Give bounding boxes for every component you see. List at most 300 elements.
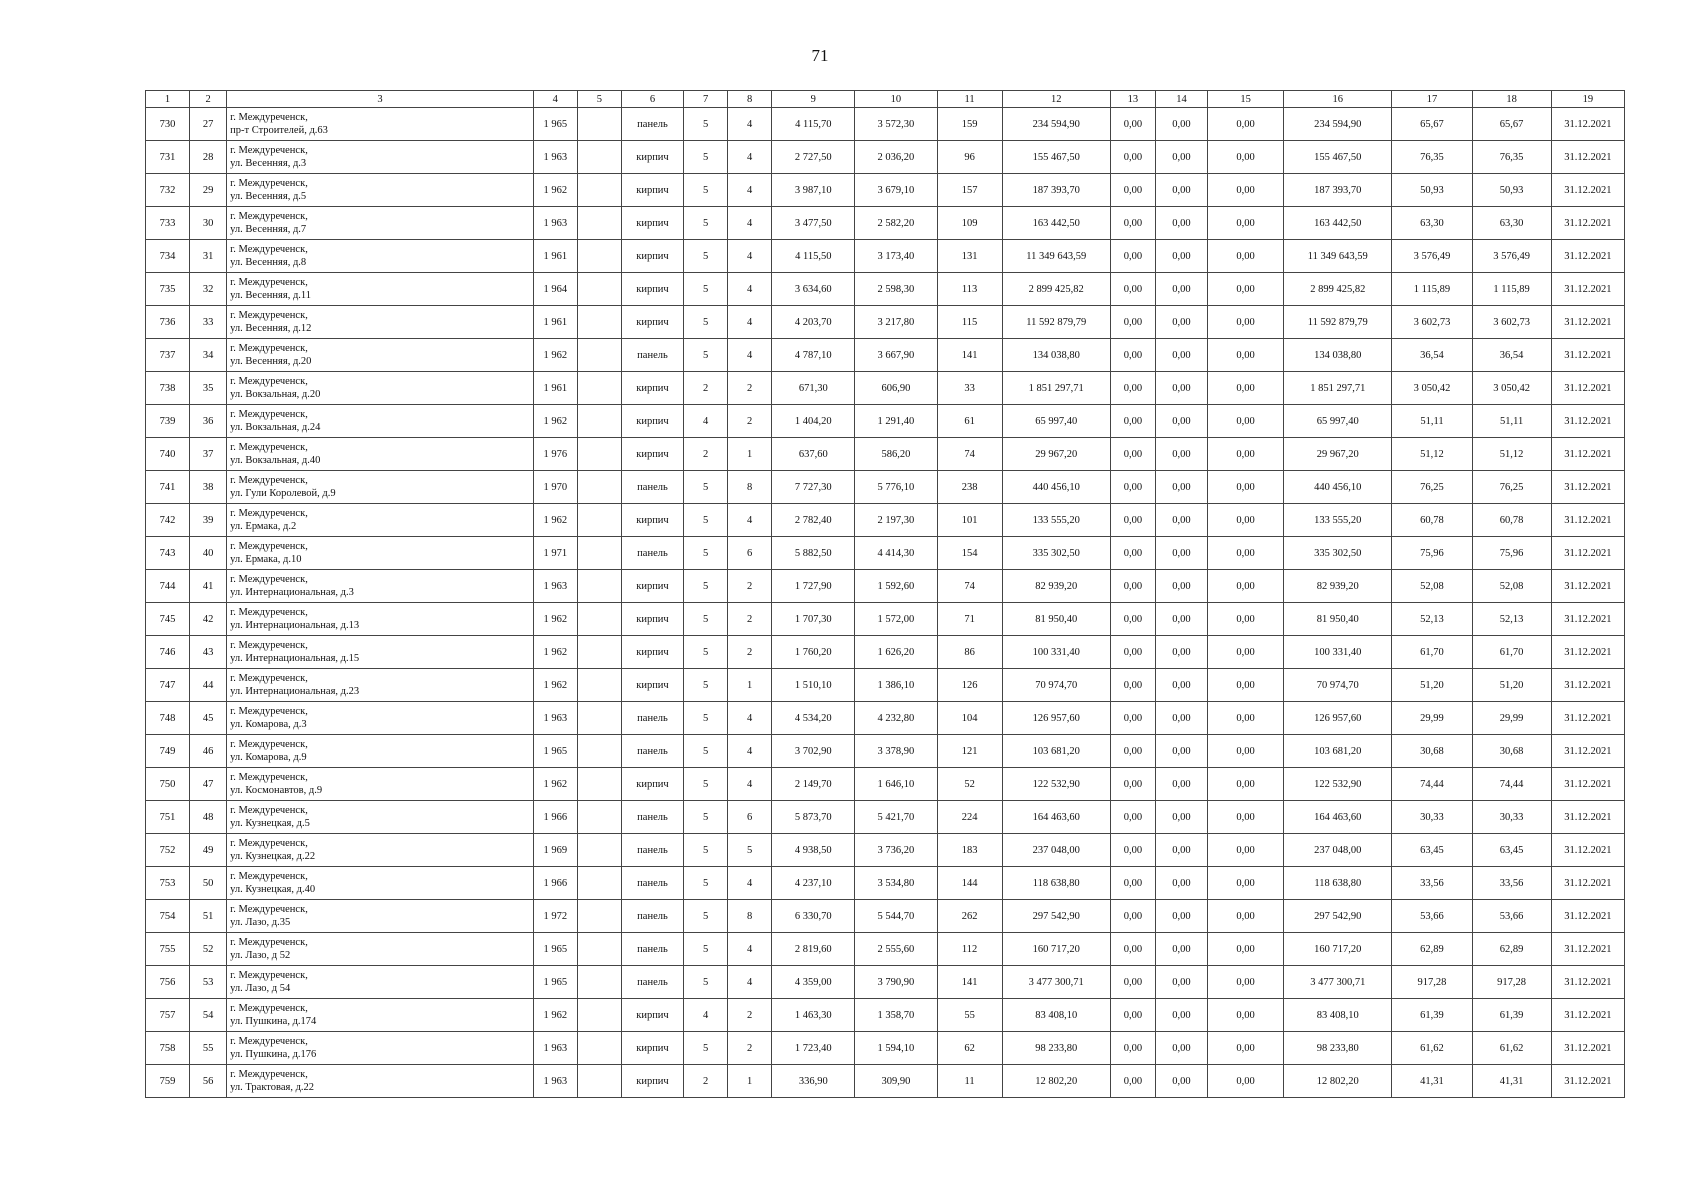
table-row xyxy=(146,207,1625,240)
floors-cell: 5 xyxy=(684,768,728,801)
address-cell xyxy=(227,867,534,900)
cost-per-sqm-limit-cell: 3 602,73 xyxy=(1472,306,1551,339)
entrances-cell: 1 xyxy=(728,669,772,702)
floors-cell: 5 xyxy=(684,471,728,504)
cost-per-sqm-cell: 76,35 xyxy=(1392,141,1472,174)
local-number: 53 xyxy=(190,966,227,999)
wall-material-cell: панель xyxy=(621,471,683,504)
entrances-cell: 4 xyxy=(728,141,772,174)
living-area-cell: 3 217,80 xyxy=(855,306,937,339)
entrances-cell: 4 xyxy=(728,108,772,141)
col-15-cell: 0,00 xyxy=(1208,570,1284,603)
deadline-cell: 31.12.2021 xyxy=(1551,537,1624,570)
col-15-cell: 0,00 xyxy=(1208,900,1284,933)
cost-col-16-cell: 134 038,80 xyxy=(1284,339,1392,372)
address-city: г. Междуреченск, xyxy=(230,904,308,915)
table-row xyxy=(146,801,1625,834)
cost-per-sqm-cell: 61,70 xyxy=(1392,636,1472,669)
column-header: 9 xyxy=(772,91,855,108)
total-area-cell: 7 727,30 xyxy=(772,471,855,504)
wall-material-cell: кирпич xyxy=(621,273,683,306)
address-cell xyxy=(227,372,534,405)
entrances-cell: 4 xyxy=(728,240,772,273)
build-year-cell: 1 963 xyxy=(533,702,577,735)
build-year-cell: 1 962 xyxy=(533,669,577,702)
row-number: 750 xyxy=(146,768,190,801)
cost-col-16-cell: 122 532,90 xyxy=(1284,768,1392,801)
address-city: г. Междуреченск, xyxy=(230,442,308,453)
table-row xyxy=(146,108,1625,141)
col-15-cell: 0,00 xyxy=(1208,801,1284,834)
col-5-cell xyxy=(577,999,621,1032)
total-area-cell: 4 534,20 xyxy=(772,702,855,735)
col-14-cell: 0,00 xyxy=(1155,801,1207,834)
row-number: 745 xyxy=(146,603,190,636)
col-14-cell: 0,00 xyxy=(1155,537,1207,570)
local-number: 44 xyxy=(190,669,227,702)
local-number: 36 xyxy=(190,405,227,438)
address-street: ул. Интернациональная, д.23 xyxy=(230,686,360,697)
wall-material-cell: кирпич xyxy=(621,306,683,339)
deadline-cell: 31.12.2021 xyxy=(1551,966,1624,999)
deadline-cell: 31.12.2021 xyxy=(1551,933,1624,966)
wall-material-cell: кирпич xyxy=(621,240,683,273)
total-area-cell: 3 987,10 xyxy=(772,174,855,207)
col-15-cell: 0,00 xyxy=(1208,471,1284,504)
entrances-cell: 4 xyxy=(728,207,772,240)
floors-cell: 2 xyxy=(684,372,728,405)
column-header: 1 xyxy=(146,91,190,108)
row-number: 730 xyxy=(146,108,190,141)
cost-per-sqm-cell: 61,39 xyxy=(1392,999,1472,1032)
address-city: г. Междуреченск, xyxy=(230,508,308,519)
total-area-cell: 1 727,90 xyxy=(772,570,855,603)
cost-per-sqm-cell: 1 115,89 xyxy=(1392,273,1472,306)
deadline-cell: 31.12.2021 xyxy=(1551,207,1624,240)
entrances-cell: 4 xyxy=(728,768,772,801)
cost-per-sqm-cell: 51,20 xyxy=(1392,669,1472,702)
col-14-cell: 0,00 xyxy=(1155,306,1207,339)
living-area-cell: 2 036,20 xyxy=(855,141,937,174)
build-year-cell: 1 962 xyxy=(533,636,577,669)
address-cell xyxy=(227,471,534,504)
build-year-cell: 1 962 xyxy=(533,999,577,1032)
deadline-cell: 31.12.2021 xyxy=(1551,735,1624,768)
floors-cell: 5 xyxy=(684,702,728,735)
cost-total-cell: 29 967,20 xyxy=(1002,438,1110,471)
col-5-cell xyxy=(577,405,621,438)
col-13-cell: 0,00 xyxy=(1110,207,1155,240)
cost-per-sqm-limit-cell: 76,35 xyxy=(1472,141,1551,174)
address-cell xyxy=(227,273,534,306)
row-number: 740 xyxy=(146,438,190,471)
deadline-cell: 31.12.2021 xyxy=(1551,108,1624,141)
wall-material-cell: панель xyxy=(621,966,683,999)
living-area-cell: 3 572,30 xyxy=(855,108,937,141)
row-number: 748 xyxy=(146,702,190,735)
col-13-cell: 0,00 xyxy=(1110,174,1155,207)
col-14-cell: 0,00 xyxy=(1155,603,1207,636)
floors-cell: 2 xyxy=(684,1065,728,1098)
cost-total-cell: 103 681,20 xyxy=(1002,735,1110,768)
address-cell xyxy=(227,174,534,207)
entrances-cell: 4 xyxy=(728,966,772,999)
wall-material-cell: панель xyxy=(621,900,683,933)
total-area-cell: 2 782,40 xyxy=(772,504,855,537)
living-area-cell: 1 386,10 xyxy=(855,669,937,702)
address-cell xyxy=(227,669,534,702)
address-street: ул. Весенняя, д.20 xyxy=(230,356,312,367)
col-13-cell: 0,00 xyxy=(1110,702,1155,735)
cost-col-16-cell: 335 302,50 xyxy=(1284,537,1392,570)
floors-cell: 5 xyxy=(684,801,728,834)
col-15-cell: 0,00 xyxy=(1208,1032,1284,1065)
floors-cell: 5 xyxy=(684,900,728,933)
col-15-cell: 0,00 xyxy=(1208,537,1284,570)
cost-per-sqm-limit-cell: 51,11 xyxy=(1472,405,1551,438)
cost-per-sqm-cell: 62,89 xyxy=(1392,933,1472,966)
col-15-cell: 0,00 xyxy=(1208,339,1284,372)
living-area-cell: 4 414,30 xyxy=(855,537,937,570)
col-5-cell xyxy=(577,537,621,570)
deadline-cell: 31.12.2021 xyxy=(1551,834,1624,867)
cost-col-16-cell: 81 950,40 xyxy=(1284,603,1392,636)
wall-material-cell: панель xyxy=(621,702,683,735)
cost-total-cell: 160 717,20 xyxy=(1002,933,1110,966)
address-city: г. Междуреченск, xyxy=(230,475,308,486)
cost-per-sqm-cell: 50,93 xyxy=(1392,174,1472,207)
build-year-cell: 1 962 xyxy=(533,174,577,207)
col-15-cell: 0,00 xyxy=(1208,702,1284,735)
cost-total-cell: 11 592 879,79 xyxy=(1002,306,1110,339)
entrances-cell: 4 xyxy=(728,735,772,768)
local-number: 49 xyxy=(190,834,227,867)
col-14-cell: 0,00 xyxy=(1155,372,1207,405)
table-row xyxy=(146,933,1625,966)
build-year-cell: 1 962 xyxy=(533,405,577,438)
build-year-cell: 1 961 xyxy=(533,306,577,339)
entrances-cell: 2 xyxy=(728,1032,772,1065)
total-area-cell: 4 237,10 xyxy=(772,867,855,900)
address-street: ул. Весенняя, д.7 xyxy=(230,224,307,235)
entrances-cell: 4 xyxy=(728,702,772,735)
address-cell xyxy=(227,1065,534,1098)
entrances-cell: 2 xyxy=(728,405,772,438)
entrances-cell: 6 xyxy=(728,537,772,570)
col-5-cell xyxy=(577,471,621,504)
residents-cell: 104 xyxy=(937,702,1002,735)
residents-cell: 238 xyxy=(937,471,1002,504)
address-city: г. Междуреченск, xyxy=(230,937,308,948)
row-number: 754 xyxy=(146,900,190,933)
column-header: 3 xyxy=(227,91,534,108)
col-13-cell: 0,00 xyxy=(1110,141,1155,174)
residents-cell: 52 xyxy=(937,768,1002,801)
residents-cell: 141 xyxy=(937,966,1002,999)
wall-material-cell: кирпич xyxy=(621,438,683,471)
deadline-cell: 31.12.2021 xyxy=(1551,438,1624,471)
wall-material-cell: кирпич xyxy=(621,1032,683,1065)
cost-per-sqm-limit-cell: 33,56 xyxy=(1472,867,1551,900)
cost-col-16-cell: 83 408,10 xyxy=(1284,999,1392,1032)
col-5-cell xyxy=(577,306,621,339)
cost-per-sqm-cell: 63,30 xyxy=(1392,207,1472,240)
cost-per-sqm-limit-cell: 61,39 xyxy=(1472,999,1551,1032)
row-number: 741 xyxy=(146,471,190,504)
living-area-cell: 5 776,10 xyxy=(855,471,937,504)
total-area-cell: 3 702,90 xyxy=(772,735,855,768)
address-street: ул. Гули Королевой, д.9 xyxy=(230,488,336,499)
local-number: 38 xyxy=(190,471,227,504)
wall-material-cell: кирпич xyxy=(621,141,683,174)
col-15-cell: 0,00 xyxy=(1208,141,1284,174)
col-15-cell: 0,00 xyxy=(1208,966,1284,999)
row-number: 756 xyxy=(146,966,190,999)
floors-cell: 5 xyxy=(684,207,728,240)
living-area-cell: 2 582,20 xyxy=(855,207,937,240)
cost-per-sqm-limit-cell: 29,99 xyxy=(1472,702,1551,735)
local-number: 46 xyxy=(190,735,227,768)
address-cell xyxy=(227,768,534,801)
col-13-cell: 0,00 xyxy=(1110,306,1155,339)
col-15-cell: 0,00 xyxy=(1208,504,1284,537)
table-row xyxy=(146,570,1625,603)
living-area-cell: 1 358,70 xyxy=(855,999,937,1032)
wall-material-cell: кирпич xyxy=(621,570,683,603)
total-area-cell: 2 149,70 xyxy=(772,768,855,801)
build-year-cell: 1 963 xyxy=(533,570,577,603)
col-13-cell: 0,00 xyxy=(1110,537,1155,570)
col-14-cell: 0,00 xyxy=(1155,834,1207,867)
row-number: 749 xyxy=(146,735,190,768)
residents-cell: 115 xyxy=(937,306,1002,339)
table-row xyxy=(146,1032,1625,1065)
address-street: ул. Лазо, д.35 xyxy=(230,917,291,928)
cost-per-sqm-limit-cell: 63,45 xyxy=(1472,834,1551,867)
address-street: ул. Интернациональная, д.13 xyxy=(230,620,360,631)
col-15-cell: 0,00 xyxy=(1208,834,1284,867)
row-number: 735 xyxy=(146,273,190,306)
address-cell xyxy=(227,603,534,636)
build-year-cell: 1 965 xyxy=(533,108,577,141)
address-city: г. Междуреченск, xyxy=(230,640,308,651)
cost-per-sqm-cell: 30,68 xyxy=(1392,735,1472,768)
col-5-cell xyxy=(577,669,621,702)
residents-cell: 109 xyxy=(937,207,1002,240)
deadline-cell: 31.12.2021 xyxy=(1551,405,1624,438)
col-15-cell: 0,00 xyxy=(1208,438,1284,471)
col-5-cell xyxy=(577,1032,621,1065)
deadline-cell: 31.12.2021 xyxy=(1551,570,1624,603)
living-area-cell: 1 572,00 xyxy=(855,603,937,636)
build-year-cell: 1 970 xyxy=(533,471,577,504)
cost-per-sqm-limit-cell: 76,25 xyxy=(1472,471,1551,504)
col-14-cell: 0,00 xyxy=(1155,240,1207,273)
cost-per-sqm-cell: 65,67 xyxy=(1392,108,1472,141)
cost-per-sqm-limit-cell: 917,28 xyxy=(1472,966,1551,999)
entrances-cell: 2 xyxy=(728,570,772,603)
row-number: 751 xyxy=(146,801,190,834)
wall-material-cell: панель xyxy=(621,735,683,768)
col-13-cell: 0,00 xyxy=(1110,900,1155,933)
entrances-cell: 6 xyxy=(728,801,772,834)
address-street: ул. Вокзальная, д.24 xyxy=(230,422,321,433)
col-5-cell xyxy=(577,702,621,735)
cost-col-16-cell: 103 681,20 xyxy=(1284,735,1392,768)
entrances-cell: 1 xyxy=(728,438,772,471)
table-row xyxy=(146,900,1625,933)
wall-material-cell: кирпич xyxy=(621,1065,683,1098)
address-cell xyxy=(227,933,534,966)
wall-material-cell: панель xyxy=(621,801,683,834)
local-number: 56 xyxy=(190,1065,227,1098)
column-header: 8 xyxy=(728,91,772,108)
col-15-cell: 0,00 xyxy=(1208,240,1284,273)
wall-material-cell: кирпич xyxy=(621,174,683,207)
living-area-cell: 4 232,80 xyxy=(855,702,937,735)
wall-material-cell: панель xyxy=(621,834,683,867)
total-area-cell: 1 510,10 xyxy=(772,669,855,702)
column-header: 13 xyxy=(1110,91,1155,108)
deadline-cell: 31.12.2021 xyxy=(1551,1032,1624,1065)
table-header xyxy=(146,91,1625,108)
floors-cell: 5 xyxy=(684,141,728,174)
cost-col-16-cell: 160 717,20 xyxy=(1284,933,1392,966)
entrances-cell: 1 xyxy=(728,1065,772,1098)
table-row xyxy=(146,537,1625,570)
cost-per-sqm-cell: 74,44 xyxy=(1392,768,1472,801)
floors-cell: 4 xyxy=(684,999,728,1032)
floors-cell: 5 xyxy=(684,306,728,339)
living-area-cell: 2 598,30 xyxy=(855,273,937,306)
col-15-cell: 0,00 xyxy=(1208,735,1284,768)
cost-total-cell: 126 957,60 xyxy=(1002,702,1110,735)
living-area-cell: 5 421,70 xyxy=(855,801,937,834)
address-cell xyxy=(227,1032,534,1065)
entrances-cell: 2 xyxy=(728,999,772,1032)
cost-total-cell: 297 542,90 xyxy=(1002,900,1110,933)
cost-per-sqm-cell: 52,13 xyxy=(1392,603,1472,636)
cost-per-sqm-cell: 30,33 xyxy=(1392,801,1472,834)
address-city: г. Междуреченск, xyxy=(230,541,308,552)
address-city: г. Междуреченск, xyxy=(230,211,308,222)
address-street: ул. Интернациональная, д.3 xyxy=(230,587,354,598)
total-area-cell: 6 330,70 xyxy=(772,900,855,933)
floors-cell: 5 xyxy=(684,570,728,603)
col-13-cell: 0,00 xyxy=(1110,504,1155,537)
col-5-cell xyxy=(577,1065,621,1098)
col-14-cell: 0,00 xyxy=(1155,867,1207,900)
col-15-cell: 0,00 xyxy=(1208,999,1284,1032)
col-5-cell xyxy=(577,372,621,405)
cost-per-sqm-limit-cell: 53,66 xyxy=(1472,900,1551,933)
column-header: 4 xyxy=(533,91,577,108)
local-number: 33 xyxy=(190,306,227,339)
address-street: пр-т Строителей, д.63 xyxy=(230,125,328,136)
build-year-cell: 1 965 xyxy=(533,933,577,966)
local-number: 47 xyxy=(190,768,227,801)
local-number: 40 xyxy=(190,537,227,570)
floors-cell: 5 xyxy=(684,240,728,273)
cost-total-cell: 155 467,50 xyxy=(1002,141,1110,174)
floors-cell: 5 xyxy=(684,867,728,900)
table-row xyxy=(146,504,1625,537)
address-city: г. Междуреченск, xyxy=(230,145,308,156)
floors-cell: 5 xyxy=(684,636,728,669)
residents-cell: 141 xyxy=(937,339,1002,372)
cost-col-16-cell: 11 349 643,59 xyxy=(1284,240,1392,273)
cost-col-16-cell: 65 997,40 xyxy=(1284,405,1392,438)
local-number: 48 xyxy=(190,801,227,834)
col-5-cell xyxy=(577,438,621,471)
cost-per-sqm-limit-cell: 75,96 xyxy=(1472,537,1551,570)
col-13-cell: 0,00 xyxy=(1110,999,1155,1032)
local-number: 27 xyxy=(190,108,227,141)
cost-per-sqm-limit-cell: 61,62 xyxy=(1472,1032,1551,1065)
cost-per-sqm-cell: 3 576,49 xyxy=(1392,240,1472,273)
col-5-cell xyxy=(577,141,621,174)
total-area-cell: 3 477,50 xyxy=(772,207,855,240)
cost-col-16-cell: 297 542,90 xyxy=(1284,900,1392,933)
build-year-cell: 1 965 xyxy=(533,966,577,999)
column-header: 10 xyxy=(855,91,937,108)
col-14-cell: 0,00 xyxy=(1155,999,1207,1032)
build-year-cell: 1 966 xyxy=(533,867,577,900)
cost-col-16-cell: 100 331,40 xyxy=(1284,636,1392,669)
col-14-cell: 0,00 xyxy=(1155,207,1207,240)
cost-per-sqm-limit-cell: 30,33 xyxy=(1472,801,1551,834)
residents-cell: 55 xyxy=(937,999,1002,1032)
cost-col-16-cell: 164 463,60 xyxy=(1284,801,1392,834)
living-area-cell: 606,90 xyxy=(855,372,937,405)
address-cell xyxy=(227,801,534,834)
deadline-cell: 31.12.2021 xyxy=(1551,1065,1624,1098)
cost-per-sqm-cell: 29,99 xyxy=(1392,702,1472,735)
local-number: 43 xyxy=(190,636,227,669)
address-cell xyxy=(227,570,534,603)
residents-cell: 126 xyxy=(937,669,1002,702)
row-number: 755 xyxy=(146,933,190,966)
floors-cell: 5 xyxy=(684,735,728,768)
total-area-cell: 2 727,50 xyxy=(772,141,855,174)
col-5-cell xyxy=(577,636,621,669)
build-year-cell: 1 963 xyxy=(533,207,577,240)
cost-total-cell: 118 638,80 xyxy=(1002,867,1110,900)
cost-col-16-cell: 163 442,50 xyxy=(1284,207,1392,240)
address-cell xyxy=(227,438,534,471)
living-area-cell: 1 592,60 xyxy=(855,570,937,603)
cost-total-cell: 70 974,70 xyxy=(1002,669,1110,702)
col-14-cell: 0,00 xyxy=(1155,636,1207,669)
build-year-cell: 1 966 xyxy=(533,801,577,834)
cost-col-16-cell: 440 456,10 xyxy=(1284,471,1392,504)
residents-cell: 112 xyxy=(937,933,1002,966)
floors-cell: 5 xyxy=(684,339,728,372)
column-header: 6 xyxy=(621,91,683,108)
build-year-cell: 1 962 xyxy=(533,504,577,537)
cost-per-sqm-cell: 917,28 xyxy=(1392,966,1472,999)
cost-total-cell: 440 456,10 xyxy=(1002,471,1110,504)
total-area-cell: 2 819,60 xyxy=(772,933,855,966)
table-row xyxy=(146,702,1625,735)
entrances-cell: 4 xyxy=(728,306,772,339)
cost-total-cell: 163 442,50 xyxy=(1002,207,1110,240)
residents-cell: 101 xyxy=(937,504,1002,537)
table-row xyxy=(146,141,1625,174)
local-number: 28 xyxy=(190,141,227,174)
living-area-cell: 1 626,20 xyxy=(855,636,937,669)
address-cell xyxy=(227,966,534,999)
